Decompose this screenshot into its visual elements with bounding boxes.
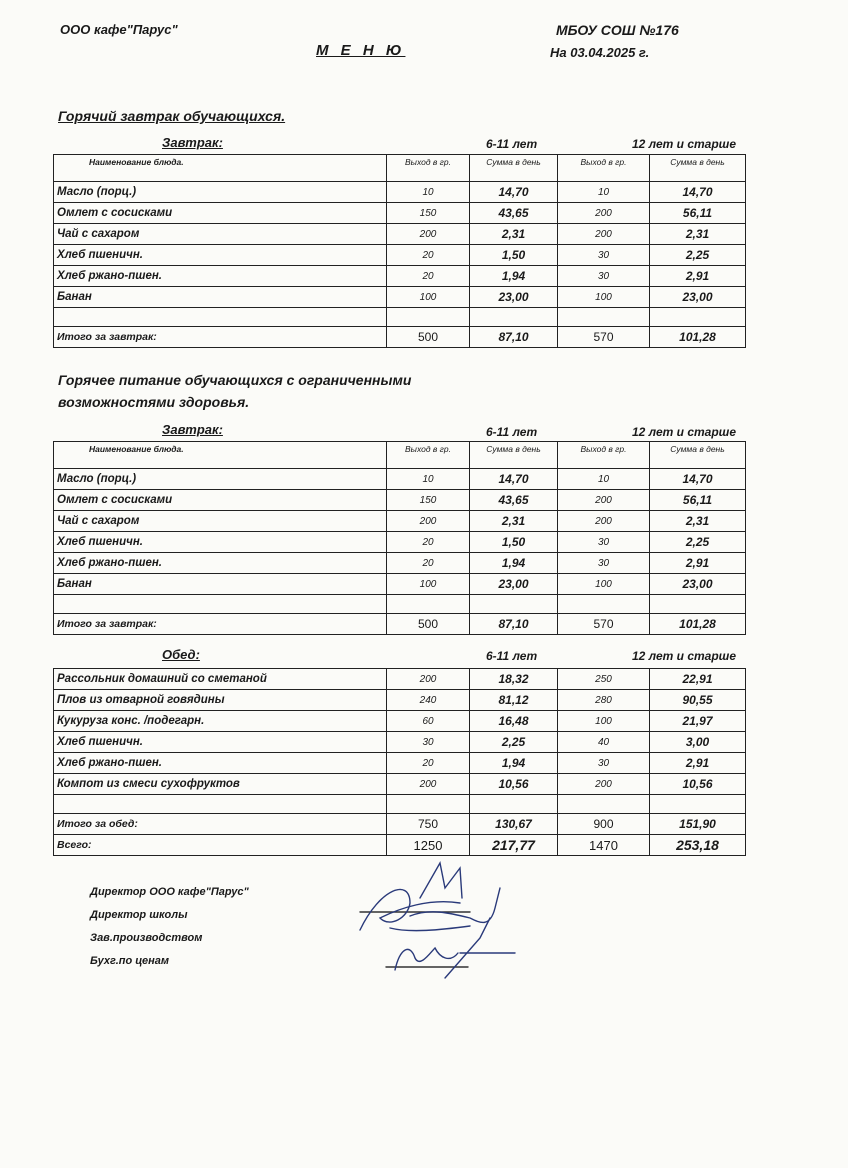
sum-12-plus: 2,25 [650,532,746,553]
table-row [54,203,746,224]
director-cafe-label: Директор ООО кафе"Парус" [90,886,249,898]
grams-6-11: 10 [387,469,470,490]
grams-6-11: 1250 [387,835,470,856]
table-row [54,732,746,753]
accountant-label: Бухг.по ценам [90,955,169,967]
grams-6-11: 200 [387,774,470,795]
table-row [54,511,746,532]
sum-12-plus: 2,31 [650,511,746,532]
sum-6-11: 1,50 [470,532,558,553]
sum-12-plus: 14,70 [650,182,746,203]
dish-name: Итого за завтрак: [54,614,387,635]
grams-12-plus: 200 [558,774,650,795]
sum-6-11: 16,48 [470,711,558,732]
empty-cell [387,308,470,327]
breakfast-table-2 [53,441,746,635]
section1-title: Горячий завтрак обучающихся. [58,108,286,124]
sum-6-11: 14,70 [470,469,558,490]
empty-cell [470,308,558,327]
grams-12-plus: 570 [558,327,650,348]
dish-name: Хлеб ржано-пшен. [54,553,387,574]
col-sum-header: Сумма в день [470,442,558,469]
grams-6-11: 750 [387,814,470,835]
total-row [54,614,746,635]
grams-12-plus: 1470 [558,835,650,856]
grams-6-11: 200 [387,224,470,245]
sum-6-11: 1,94 [470,553,558,574]
empty-row [54,595,746,614]
table-header [54,155,746,182]
table-row [54,182,746,203]
section1-meal-label: Завтрак: [162,135,223,150]
col-out-header: Выход в гр. [387,155,470,182]
empty-cell [470,795,558,814]
sum-12-plus: 2,91 [650,266,746,287]
empty-cell [54,595,387,614]
grams-6-11: 150 [387,203,470,224]
table-row [54,669,746,690]
table-row [54,245,746,266]
col-name-header: Наименование блюда. [54,442,387,469]
dish-name: Компот из смеси сухофруктов [54,774,387,795]
table-row [54,532,746,553]
grams-12-plus: 10 [558,469,650,490]
sum-12-plus: 56,11 [650,490,746,511]
grams-6-11: 200 [387,511,470,532]
empty-cell [558,595,650,614]
table-row [54,690,746,711]
menu-date: На 03.04.2025 г. [550,45,650,60]
table-row [54,224,746,245]
grams-6-11: 10 [387,182,470,203]
dish-name: Итого за завтрак: [54,327,387,348]
section1-age2: 12 лет и старше [632,137,737,151]
table-row [54,287,746,308]
grams-12-plus: 40 [558,732,650,753]
grams-12-plus: 200 [558,490,650,511]
grams-12-plus: 30 [558,245,650,266]
dish-name: Омлет с сосисками [54,203,387,224]
empty-cell [558,308,650,327]
dish-name: Банан [54,287,387,308]
grams-6-11: 150 [387,490,470,511]
dish-name: Масло (порц.) [54,182,387,203]
empty-cell [387,595,470,614]
empty-cell [650,308,746,327]
empty-cell [558,795,650,814]
table-row [54,490,746,511]
grams-6-11: 20 [387,245,470,266]
col-sum-header: Сумма в день [470,155,558,182]
sum-6-11: 14,70 [470,182,558,203]
col-out-header: Выход в гр. [558,155,650,182]
sum-6-11: 2,31 [470,224,558,245]
sum-6-11: 23,00 [470,287,558,308]
sum-12-plus: 253,18 [650,835,746,856]
col-sum-header: Сумма в день [650,155,746,182]
grams-6-11: 60 [387,711,470,732]
lunch-table [53,668,746,856]
table-row [54,753,746,774]
grams-12-plus: 100 [558,711,650,732]
empty-cell [650,595,746,614]
sum-12-plus: 14,70 [650,469,746,490]
sum-6-11: 23,00 [470,574,558,595]
empty-row [54,795,746,814]
breakfast-table-1 [53,154,746,348]
grams-12-plus: 30 [558,266,650,287]
empty-row [54,308,746,327]
lunch-age1: 6-11 лет [486,649,538,663]
section2-age2: 12 лет и старше [632,425,737,439]
dish-name: Всего: [54,835,387,856]
dish-name: Кукуруза конс. /подегарн. [54,711,387,732]
sum-12-plus: 101,28 [650,614,746,635]
sum-6-11: 43,65 [470,203,558,224]
dish-name: Банан [54,574,387,595]
sum-6-11: 10,56 [470,774,558,795]
empty-cell [54,795,387,814]
grams-12-plus: 30 [558,753,650,774]
grams-6-11: 20 [387,266,470,287]
grams-12-plus: 280 [558,690,650,711]
grams-6-11: 100 [387,287,470,308]
grams-6-11: 20 [387,753,470,774]
grams-12-plus: 10 [558,182,650,203]
dish-name: Рассольник домашний со сметаной [54,669,387,690]
sum-12-plus: 2,25 [650,245,746,266]
sum-12-plus: 2,91 [650,553,746,574]
col-sum-header: Сумма в день [650,442,746,469]
total-row [54,327,746,348]
grams-12-plus: 100 [558,574,650,595]
dish-name: Хлеб ржано-пшен. [54,266,387,287]
sum-6-11: 43,65 [470,490,558,511]
sum-12-plus: 21,97 [650,711,746,732]
table-row [54,774,746,795]
school-name: МБОУ СОШ №176 [556,22,679,38]
dish-name: Чай с сахаром [54,224,387,245]
sum-6-11: 2,31 [470,511,558,532]
sum-12-plus: 3,00 [650,732,746,753]
sum-12-plus: 90,55 [650,690,746,711]
grams-12-plus: 900 [558,814,650,835]
grams-12-plus: 250 [558,669,650,690]
signature-list [90,886,249,978]
dish-name: Омлет с сосисками [54,490,387,511]
sum-6-11: 130,67 [470,814,558,835]
empty-cell [470,595,558,614]
sum-12-plus: 101,28 [650,327,746,348]
sum-12-plus: 22,91 [650,669,746,690]
director-school-label: Директор школы [90,909,188,921]
section2-title-line1: Горячее питание обучающихся с ограниченными [58,372,412,388]
grams-6-11: 240 [387,690,470,711]
dish-name: Плов из отварной говядины [54,690,387,711]
grams-12-plus: 570 [558,614,650,635]
grams-6-11: 20 [387,553,470,574]
grams-12-plus: 30 [558,553,650,574]
grams-6-11: 30 [387,732,470,753]
sum-12-plus: 2,31 [650,224,746,245]
sum-6-11: 2,25 [470,732,558,753]
empty-cell [54,308,387,327]
sum-12-plus: 23,00 [650,287,746,308]
table-header [54,442,746,469]
sum-6-11: 1,94 [470,753,558,774]
sum-6-11: 87,10 [470,614,558,635]
grams-12-plus: 30 [558,532,650,553]
sum-12-plus: 56,11 [650,203,746,224]
sum-6-11: 81,12 [470,690,558,711]
total-row [54,814,746,835]
col-out-header: Выход в гр. [387,442,470,469]
sum-12-plus: 2,91 [650,753,746,774]
dish-name: Хлеб пшеничн. [54,245,387,266]
empty-cell [650,795,746,814]
grams-6-11: 500 [387,614,470,635]
dish-name: Итого за обед: [54,814,387,835]
sum-6-11: 1,50 [470,245,558,266]
col-name-header: Наименование блюда. [54,155,387,182]
section1-age1: 6-11 лет [486,137,538,151]
section2-age1: 6-11 лет [486,425,538,439]
grams-6-11: 200 [387,669,470,690]
sum-12-plus: 10,56 [650,774,746,795]
table-row [54,711,746,732]
sum-6-11: 87,10 [470,327,558,348]
dish-name: Хлеб пшеничн. [54,732,387,753]
grams-6-11: 500 [387,327,470,348]
dish-name: Хлеб пшеничн. [54,532,387,553]
lunch-age2: 12 лет и старше [632,649,737,663]
section2-title-line2: возможностями здоровья. [58,394,250,410]
sum-12-plus: 23,00 [650,574,746,595]
grams-12-plus: 100 [558,287,650,308]
dish-name: Хлеб ржано-пшен. [54,753,387,774]
sum-6-11: 18,32 [470,669,558,690]
production-label: Зав.производством [90,932,203,944]
grams-12-plus: 200 [558,511,650,532]
col-out-header: Выход в гр. [558,442,650,469]
empty-cell [387,795,470,814]
dish-name: Чай с сахаром [54,511,387,532]
sum-6-11: 217,77 [470,835,558,856]
signature-image [350,858,540,983]
table-row [54,553,746,574]
grams-6-11: 20 [387,532,470,553]
lunch-label: Обед: [162,647,200,662]
section2-meal-label: Завтрак: [162,422,223,437]
table-row [54,469,746,490]
dish-name: Масло (порц.) [54,469,387,490]
page-title: М Е Н Ю [316,42,406,59]
org-name: ООО кафе"Парус" [60,22,178,37]
grams-12-plus: 200 [558,203,650,224]
table-row [54,574,746,595]
sum-12-plus: 151,90 [650,814,746,835]
table-row [54,266,746,287]
grams-6-11: 100 [387,574,470,595]
grand-total-row [54,835,746,856]
sum-6-11: 1,94 [470,266,558,287]
grams-12-plus: 200 [558,224,650,245]
